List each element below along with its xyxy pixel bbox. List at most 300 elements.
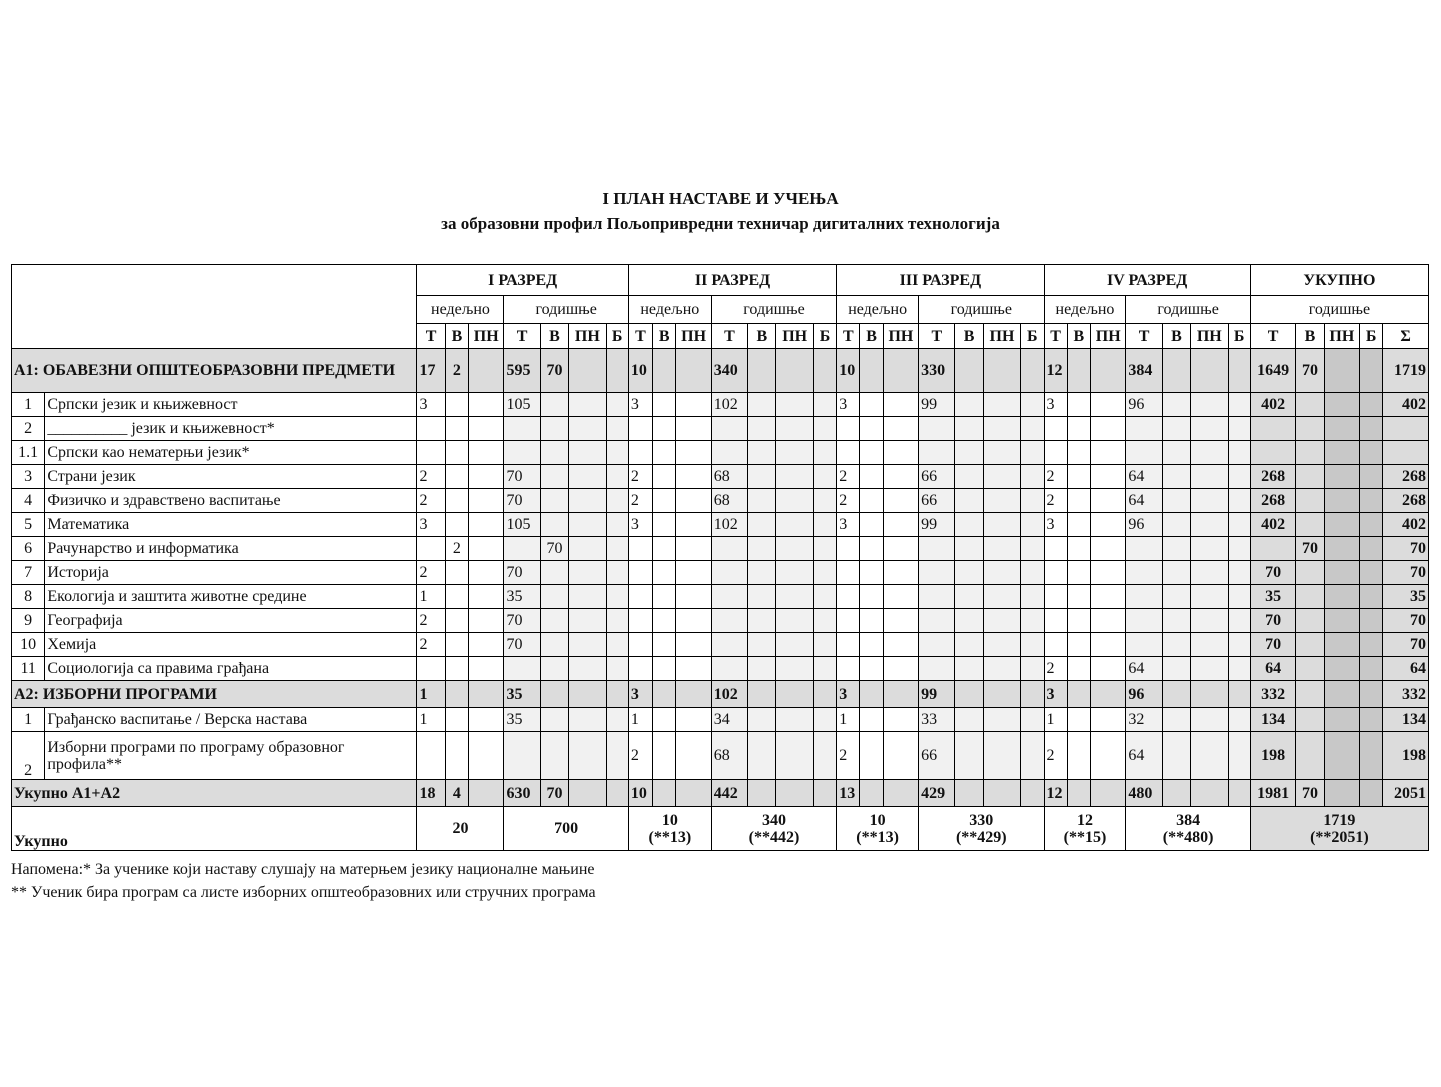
hours-cell bbox=[776, 708, 813, 732]
hours-cell bbox=[540, 561, 568, 585]
hours-cell bbox=[1191, 537, 1228, 561]
hours-cell bbox=[860, 585, 883, 609]
hours-cell bbox=[748, 537, 776, 561]
total-cell bbox=[1360, 513, 1383, 537]
col-label: В bbox=[1296, 324, 1324, 349]
hours-cell bbox=[417, 417, 445, 441]
hours-cell bbox=[813, 441, 836, 465]
hours-cell bbox=[748, 609, 776, 633]
hours-cell bbox=[1091, 732, 1126, 780]
hours-cell bbox=[1162, 732, 1190, 780]
hours-cell bbox=[776, 417, 813, 441]
annual-header: годишње bbox=[1126, 296, 1250, 324]
grand-total-weekly-value: 20 bbox=[452, 820, 469, 837]
hours-cell bbox=[445, 441, 468, 465]
subject-name: Географија bbox=[45, 609, 417, 633]
hours-cell: 2 bbox=[837, 732, 860, 780]
table-row bbox=[12, 561, 1429, 585]
hours-cell bbox=[1228, 489, 1250, 513]
hours-cell bbox=[955, 537, 983, 561]
hours-cell bbox=[1126, 561, 1162, 585]
hours-cell bbox=[983, 465, 1020, 489]
hours-cell bbox=[837, 441, 860, 465]
hours-cell bbox=[776, 349, 813, 393]
hours-cell bbox=[860, 633, 883, 657]
hours-cell bbox=[983, 561, 1020, 585]
total-cell: 70 bbox=[1250, 609, 1296, 633]
hours-cell bbox=[860, 681, 883, 708]
total-cell: 134 bbox=[1250, 708, 1296, 732]
hours-cell: 595 bbox=[504, 349, 540, 393]
col-label: ПН bbox=[1324, 324, 1359, 349]
hours-cell: 99 bbox=[919, 513, 955, 537]
total-cell bbox=[1324, 513, 1359, 537]
hours-cell bbox=[1162, 393, 1190, 417]
grand-total-annual bbox=[1126, 807, 1250, 851]
hours-cell bbox=[748, 585, 776, 609]
hours-cell bbox=[1126, 633, 1162, 657]
table-row bbox=[12, 393, 1429, 417]
hours-cell bbox=[883, 633, 918, 657]
hours-cell: 68 bbox=[711, 465, 747, 489]
hours-cell bbox=[606, 732, 628, 780]
hours-cell bbox=[1162, 681, 1190, 708]
hours-cell bbox=[1191, 489, 1228, 513]
total-cell: 332 bbox=[1250, 681, 1296, 708]
hours-cell bbox=[983, 393, 1020, 417]
col-label: Б bbox=[1228, 324, 1250, 349]
total-cell bbox=[1250, 441, 1296, 465]
hours-cell bbox=[1021, 537, 1044, 561]
hours-cell bbox=[1091, 585, 1126, 609]
hours-cell bbox=[1067, 657, 1090, 681]
hours-cell bbox=[955, 609, 983, 633]
hours-cell bbox=[1021, 561, 1044, 585]
total-cell: 70 bbox=[1296, 349, 1324, 393]
hours-cell bbox=[445, 657, 468, 681]
col-label: В bbox=[860, 324, 883, 349]
hours-cell: 3 bbox=[1044, 513, 1067, 537]
hours-cell bbox=[1228, 393, 1250, 417]
subject-number: 1 bbox=[12, 393, 45, 417]
hours-cell: 12 bbox=[1044, 780, 1067, 807]
hours-cell bbox=[1044, 441, 1067, 465]
total-cell: 268 bbox=[1250, 489, 1296, 513]
hours-cell bbox=[748, 681, 776, 708]
table-row bbox=[12, 657, 1429, 681]
grand-total-weekly-value: (**15) bbox=[1063, 828, 1107, 846]
total-cell bbox=[1324, 489, 1359, 513]
hours-cell bbox=[883, 349, 918, 393]
hours-cell bbox=[1191, 681, 1228, 708]
hours-cell bbox=[540, 489, 568, 513]
hours-cell bbox=[569, 513, 606, 537]
hours-cell bbox=[628, 633, 652, 657]
hours-cell bbox=[983, 609, 1020, 633]
hours-cell bbox=[1228, 633, 1250, 657]
subject-name: Рачунарство и информатика bbox=[45, 537, 417, 561]
total-cell bbox=[1360, 417, 1383, 441]
hours-cell bbox=[837, 537, 860, 561]
hours-cell: 68 bbox=[711, 489, 747, 513]
hours-cell bbox=[776, 633, 813, 657]
hours-cell bbox=[813, 513, 836, 537]
col-label: Т bbox=[504, 324, 540, 349]
hours-cell: 17 bbox=[417, 349, 445, 393]
col-label: Т bbox=[417, 324, 445, 349]
hours-cell bbox=[676, 633, 711, 657]
hours-cell bbox=[1228, 537, 1250, 561]
total-cell bbox=[1296, 732, 1324, 780]
hours-cell: 105 bbox=[504, 513, 540, 537]
hours-cell bbox=[1021, 609, 1044, 633]
hours-cell bbox=[606, 465, 628, 489]
subject-number: 2 bbox=[12, 732, 45, 780]
col-label: В bbox=[955, 324, 983, 349]
hours-cell bbox=[860, 417, 883, 441]
hours-cell bbox=[955, 657, 983, 681]
hours-cell bbox=[569, 349, 606, 393]
hours-cell bbox=[860, 465, 883, 489]
hours-cell bbox=[628, 561, 652, 585]
total-cell bbox=[1324, 393, 1359, 417]
hours-cell bbox=[955, 489, 983, 513]
hours-cell bbox=[1067, 732, 1090, 780]
total-cell: 64 bbox=[1383, 657, 1429, 681]
hours-cell bbox=[983, 513, 1020, 537]
hours-cell bbox=[1091, 393, 1126, 417]
hours-cell bbox=[748, 561, 776, 585]
subject-name: Страни језик bbox=[45, 465, 417, 489]
grand-total-annual-value: (**442) bbox=[748, 828, 800, 846]
hours-cell bbox=[1091, 417, 1126, 441]
table-row bbox=[12, 465, 1429, 489]
hours-cell bbox=[1162, 349, 1190, 393]
col-label: Т bbox=[1044, 324, 1067, 349]
hours-cell bbox=[983, 780, 1020, 807]
col-label: В bbox=[653, 324, 676, 349]
hours-cell bbox=[469, 732, 504, 780]
total-cell bbox=[1324, 633, 1359, 657]
hours-cell bbox=[540, 585, 568, 609]
total-cell bbox=[1296, 489, 1324, 513]
hours-cell bbox=[883, 585, 918, 609]
hours-cell bbox=[1091, 349, 1126, 393]
hours-cell bbox=[955, 465, 983, 489]
hours-cell bbox=[1191, 780, 1228, 807]
hours-cell bbox=[606, 609, 628, 633]
hours-cell bbox=[569, 393, 606, 417]
hours-cell bbox=[776, 537, 813, 561]
hours-cell bbox=[1067, 417, 1090, 441]
hours-cell bbox=[653, 708, 676, 732]
hours-cell bbox=[983, 417, 1020, 441]
hours-cell bbox=[469, 780, 504, 807]
hours-cell bbox=[653, 609, 676, 633]
total-cell bbox=[1296, 585, 1324, 609]
hours-cell bbox=[445, 609, 468, 633]
hours-cell: 3 bbox=[1044, 681, 1067, 708]
grand-total-annual bbox=[504, 807, 628, 851]
hours-cell bbox=[748, 417, 776, 441]
hours-cell bbox=[860, 561, 883, 585]
total-cell bbox=[1324, 681, 1359, 708]
hours-cell bbox=[711, 441, 747, 465]
hours-cell bbox=[955, 633, 983, 657]
hours-cell bbox=[883, 441, 918, 465]
hours-cell: 66 bbox=[919, 732, 955, 780]
hours-cell bbox=[1162, 585, 1190, 609]
hours-cell: 1 bbox=[417, 708, 445, 732]
hours-cell bbox=[1228, 465, 1250, 489]
hours-cell bbox=[1162, 417, 1190, 441]
hours-cell bbox=[1067, 780, 1090, 807]
hours-cell bbox=[417, 657, 445, 681]
col-label: Σ bbox=[1383, 324, 1429, 349]
subject-number: 1 bbox=[12, 708, 45, 732]
total-cell bbox=[1324, 585, 1359, 609]
col-label: ПН bbox=[776, 324, 813, 349]
hours-cell bbox=[676, 681, 711, 708]
col-label: Т bbox=[919, 324, 955, 349]
hours-cell bbox=[883, 513, 918, 537]
hours-cell bbox=[1191, 417, 1228, 441]
hours-cell: 35 bbox=[504, 585, 540, 609]
hours-cell bbox=[919, 657, 955, 681]
hours-cell: 66 bbox=[919, 465, 955, 489]
hours-cell: 2 bbox=[628, 465, 652, 489]
total-annual-header: годишње bbox=[1250, 296, 1428, 324]
col-label: ПН bbox=[569, 324, 606, 349]
hours-cell: 64 bbox=[1126, 489, 1162, 513]
hours-cell bbox=[469, 585, 504, 609]
hours-cell bbox=[883, 681, 918, 708]
table-row bbox=[12, 807, 1429, 851]
total-cell bbox=[1296, 708, 1324, 732]
hours-cell bbox=[469, 349, 504, 393]
hours-cell bbox=[417, 441, 445, 465]
hours-cell bbox=[883, 561, 918, 585]
hours-cell bbox=[676, 393, 711, 417]
annual-header: годишње bbox=[504, 296, 628, 324]
hours-cell bbox=[676, 441, 711, 465]
hours-cell bbox=[676, 465, 711, 489]
total-cell bbox=[1296, 657, 1324, 681]
hours-cell bbox=[653, 732, 676, 780]
hours-cell bbox=[983, 537, 1020, 561]
col-label: Т bbox=[837, 324, 860, 349]
hours-cell: 2 bbox=[445, 349, 468, 393]
table-row bbox=[12, 265, 1429, 296]
grand-total-weekly-value: (**13) bbox=[856, 828, 899, 846]
hours-cell bbox=[1091, 561, 1126, 585]
total-cell bbox=[1360, 585, 1383, 609]
hours-cell bbox=[653, 465, 676, 489]
grand-total-weekly-value: 10 bbox=[661, 811, 678, 829]
hours-cell: 2 bbox=[628, 732, 652, 780]
hours-cell bbox=[711, 657, 747, 681]
hours-cell bbox=[837, 633, 860, 657]
total-cell: 70 bbox=[1296, 780, 1324, 807]
total-cell bbox=[1360, 465, 1383, 489]
hours-cell: 64 bbox=[1126, 732, 1162, 780]
table-row bbox=[12, 732, 1429, 780]
hours-cell: 34 bbox=[711, 708, 747, 732]
hours-cell bbox=[676, 732, 711, 780]
hours-cell bbox=[540, 465, 568, 489]
hours-cell: 68 bbox=[711, 732, 747, 780]
total-cell bbox=[1360, 780, 1383, 807]
hours-cell bbox=[1091, 657, 1126, 681]
hours-cell bbox=[676, 561, 711, 585]
hours-cell bbox=[860, 349, 883, 393]
hours-cell bbox=[860, 513, 883, 537]
hours-cell bbox=[1091, 633, 1126, 657]
hours-cell bbox=[1162, 489, 1190, 513]
hours-cell bbox=[813, 732, 836, 780]
hours-cell bbox=[1162, 780, 1190, 807]
hours-cell bbox=[653, 657, 676, 681]
total-cell bbox=[1360, 732, 1383, 780]
hours-cell bbox=[1091, 441, 1126, 465]
hours-cell bbox=[676, 780, 711, 807]
hours-cell bbox=[813, 537, 836, 561]
hours-cell bbox=[1091, 708, 1126, 732]
header-blank-cell bbox=[12, 265, 417, 349]
hours-cell bbox=[504, 732, 540, 780]
col-label: Т bbox=[711, 324, 747, 349]
subject-number: 3 bbox=[12, 465, 45, 489]
hours-cell bbox=[748, 465, 776, 489]
hours-cell bbox=[1126, 609, 1162, 633]
hours-cell bbox=[919, 585, 955, 609]
hours-cell bbox=[1021, 657, 1044, 681]
col-label: В bbox=[1067, 324, 1090, 349]
hours-cell bbox=[1162, 633, 1190, 657]
hours-cell bbox=[653, 633, 676, 657]
hours-cell bbox=[540, 633, 568, 657]
total-a1-a2-label: Укупно А1+А2 bbox=[12, 780, 417, 807]
hours-cell bbox=[883, 393, 918, 417]
hours-cell bbox=[1191, 513, 1228, 537]
subject-number: 11 bbox=[12, 657, 45, 681]
hours-cell bbox=[1191, 657, 1228, 681]
hours-cell bbox=[1228, 441, 1250, 465]
hours-cell bbox=[955, 349, 983, 393]
hours-cell bbox=[606, 633, 628, 657]
total-cell: 198 bbox=[1250, 732, 1296, 780]
table-row bbox=[12, 513, 1429, 537]
col-label: В bbox=[748, 324, 776, 349]
hours-cell bbox=[1162, 465, 1190, 489]
col-label: В bbox=[445, 324, 468, 349]
hours-cell bbox=[569, 585, 606, 609]
grand-total-annual-value: 384 bbox=[1176, 811, 1201, 829]
grand-total-annual-value: (**429) bbox=[955, 828, 1007, 846]
hours-cell: 70 bbox=[504, 561, 540, 585]
hours-cell: 2 bbox=[1044, 465, 1067, 489]
grand-total-weekly-value: 12 bbox=[1076, 811, 1093, 829]
hours-cell bbox=[1021, 732, 1044, 780]
subject-number: 5 bbox=[12, 513, 45, 537]
hours-cell bbox=[748, 633, 776, 657]
col-label: Т bbox=[628, 324, 652, 349]
hours-cell bbox=[1044, 609, 1067, 633]
hours-cell bbox=[1126, 537, 1162, 561]
hours-cell bbox=[748, 393, 776, 417]
hours-cell: 2 bbox=[628, 489, 652, 513]
hours-cell bbox=[776, 489, 813, 513]
hours-cell bbox=[606, 780, 628, 807]
hours-cell bbox=[653, 537, 676, 561]
hours-cell bbox=[1021, 585, 1044, 609]
hours-cell bbox=[469, 441, 504, 465]
hours-cell bbox=[813, 585, 836, 609]
hours-cell bbox=[445, 561, 468, 585]
hours-cell bbox=[469, 708, 504, 732]
subject-name: Грађанско васпитање / Верска настава bbox=[45, 708, 417, 732]
hours-cell bbox=[569, 780, 606, 807]
hours-cell bbox=[1228, 780, 1250, 807]
hours-cell bbox=[628, 657, 652, 681]
hours-cell bbox=[776, 657, 813, 681]
table-row bbox=[12, 609, 1429, 633]
hours-cell bbox=[445, 708, 468, 732]
hours-cell bbox=[1228, 609, 1250, 633]
hours-cell bbox=[813, 780, 836, 807]
total-cell: 2051 bbox=[1383, 780, 1429, 807]
hours-cell bbox=[676, 585, 711, 609]
hours-cell bbox=[540, 417, 568, 441]
total-cell: 134 bbox=[1383, 708, 1429, 732]
hours-cell bbox=[606, 417, 628, 441]
hours-cell: 102 bbox=[711, 393, 747, 417]
subject-name: Физичко и здравствено васпитање bbox=[45, 489, 417, 513]
hours-cell bbox=[1091, 780, 1126, 807]
hours-cell bbox=[606, 561, 628, 585]
hours-cell: 105 bbox=[504, 393, 540, 417]
total-cell bbox=[1296, 393, 1324, 417]
hours-cell bbox=[919, 633, 955, 657]
hours-cell bbox=[653, 489, 676, 513]
hours-cell bbox=[1162, 657, 1190, 681]
total-cell bbox=[1296, 609, 1324, 633]
hours-cell bbox=[837, 561, 860, 585]
hours-cell bbox=[776, 780, 813, 807]
hours-cell: 66 bbox=[919, 489, 955, 513]
hours-cell bbox=[676, 609, 711, 633]
hours-cell bbox=[711, 609, 747, 633]
hours-cell bbox=[748, 349, 776, 393]
total-cell bbox=[1360, 393, 1383, 417]
hours-cell bbox=[1044, 417, 1067, 441]
total-cell bbox=[1250, 537, 1296, 561]
hours-cell bbox=[676, 417, 711, 441]
total-cell bbox=[1360, 633, 1383, 657]
hours-cell bbox=[469, 393, 504, 417]
subject-number: 8 bbox=[12, 585, 45, 609]
hours-cell: 2 bbox=[417, 465, 445, 489]
total-cell bbox=[1324, 780, 1359, 807]
hours-cell bbox=[1021, 633, 1044, 657]
hours-cell bbox=[813, 657, 836, 681]
total-cell bbox=[1324, 349, 1359, 393]
col-label: ПН bbox=[676, 324, 711, 349]
hours-cell bbox=[1021, 780, 1044, 807]
subject-name: Хемија bbox=[45, 633, 417, 657]
hours-cell bbox=[1191, 393, 1228, 417]
hours-cell bbox=[569, 537, 606, 561]
